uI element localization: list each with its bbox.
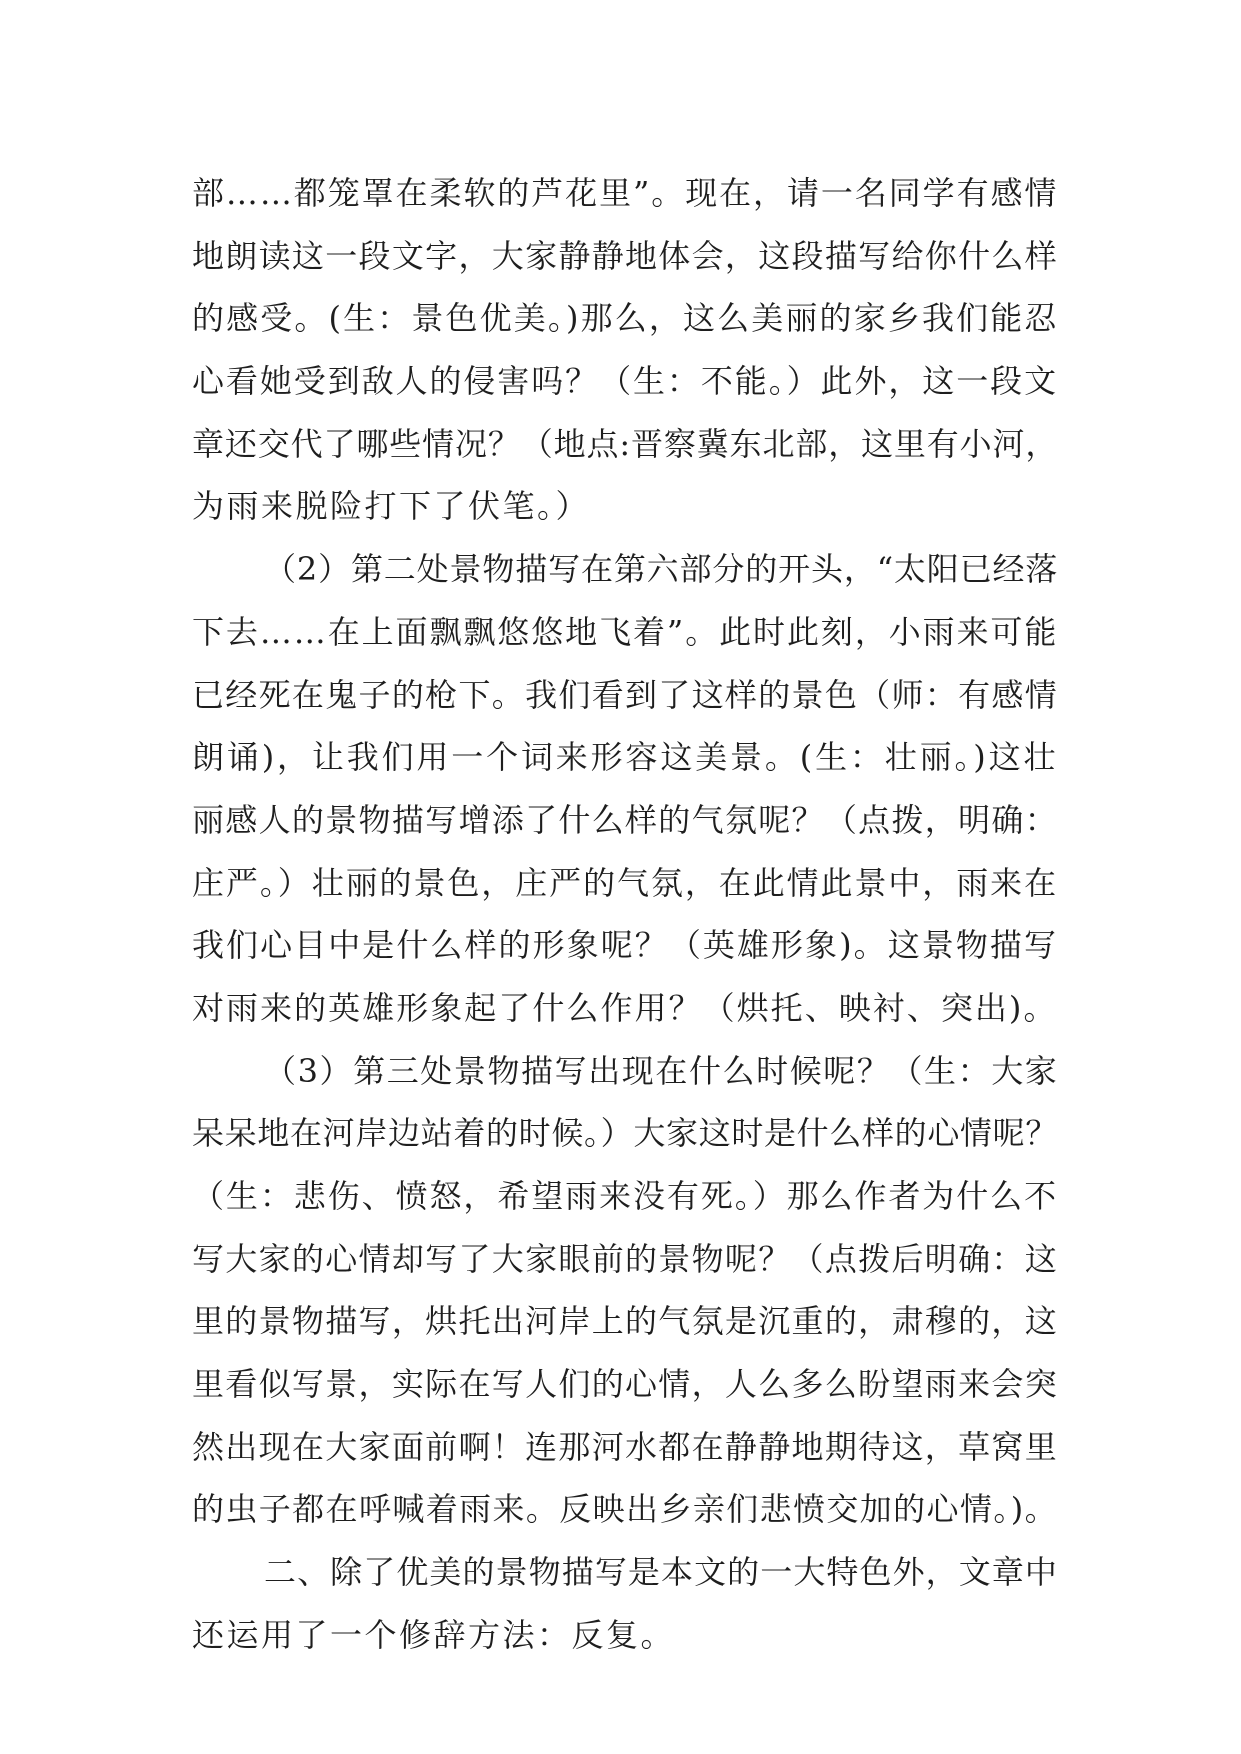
text-line: 心看她受到敌人的侵害吗？（生：不能。）此外，这一段文	[192, 362, 1059, 401]
text-line: 下去……在上面飘飘悠悠地飞着”。此时此刻，小雨来可能	[192, 612, 1059, 651]
text-line: 为雨来脱险打下了伏笔。）	[192, 487, 591, 526]
text-line: （2）第二处景物描写在第六部分的开头，“太阳已经落	[264, 550, 1059, 589]
text-line: （生：悲伤、愤怒，希望雨来没有死。）那么作者为什么不	[192, 1177, 1059, 1215]
text-line: 二、除了优美的景物描写是本文的一大特色外，文章中	[264, 1553, 1059, 1592]
text-line: 部……都笼罩在柔软的芦花里”。现在，请一名同学有感情	[192, 174, 1059, 212]
text-line: 丽感人的景物描写增添了什么样的气氛呢？（点拨，明确：	[192, 800, 1059, 839]
text-line: 的虫子都在呼喊着雨来。反映出乡亲们悲愤交加的心情。)。	[192, 1490, 1058, 1529]
text-line: 对雨来的英雄形象起了什么作用？（烘托、映衬、突出)。	[192, 988, 1058, 1027]
text-line: （3）第三处景物描写出现在什么时候呢？（生：大家	[264, 1051, 1059, 1090]
text-line: 写大家的心情却写了大家眼前的景物呢？（点拨后明确：这	[192, 1239, 1059, 1278]
text-line: 我们心目中是什么样的形象呢？（英雄形象)。这景物描写	[192, 926, 1058, 965]
text-line: 呆呆地在河岸边站着的时候。）大家这时是什么样的心情呢？	[192, 1114, 1058, 1153]
text-line: 里看似写景，实际在写人们的心情，人么多么盼望雨来会突	[192, 1365, 1059, 1404]
text-line: 已经死在鬼子的枪下。我们看到了这样的景色（师：有感情	[192, 675, 1059, 714]
text-line: 还运用了一个修辞方法：反复。	[192, 1615, 676, 1654]
text-line: 里的景物描写，烘托出河岸上的气氛是沉重的，肃穆的，这	[192, 1302, 1059, 1341]
text-line: 庄严。）壮丽的景色，庄严的气氛，在此情此景中，雨来在	[192, 863, 1059, 902]
body-text	[192, 162, 1058, 1667]
text-line: 的感受。(生：景色优美。)那么，这么美丽的家乡我们能忍	[192, 299, 1059, 338]
text-line: 朗诵)，让我们用一个词来形容这美景。(生：壮丽。)这壮	[192, 738, 1058, 777]
text-line: 然出现在大家面前啊！连那河水都在静静地期待这，草窝里	[192, 1427, 1059, 1466]
text-line: 地朗读这一段文字，大家静静地体会，这段描写给你什么样	[192, 236, 1059, 275]
text-line: 章还交代了哪些情况？（地点:晋察冀东北部，这里有小河，	[192, 424, 1059, 463]
